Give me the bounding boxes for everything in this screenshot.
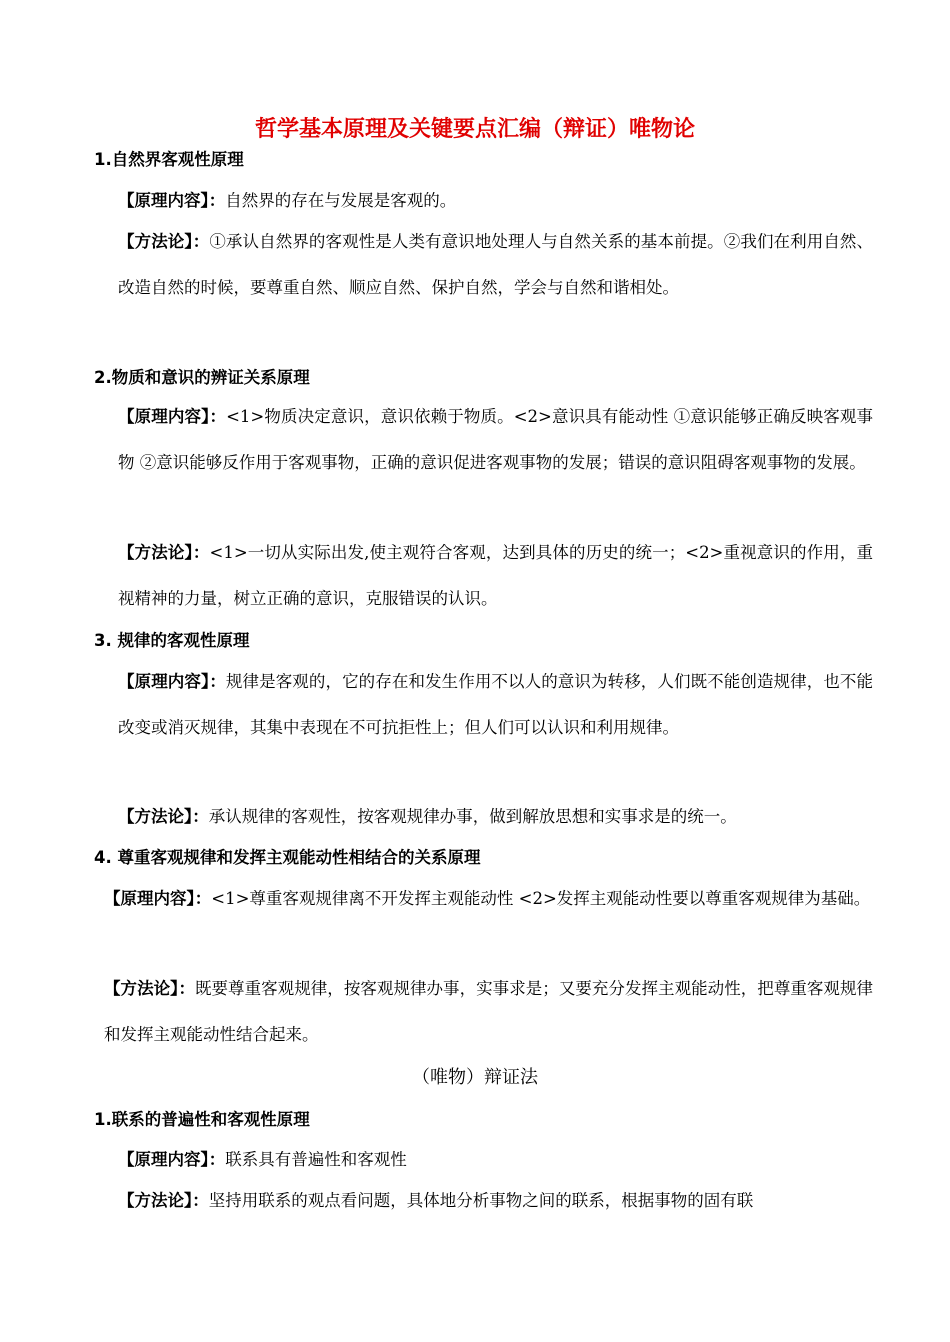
dialectics-1-method: [118, 1178, 873, 1224]
method-text: 承认规律的客观性，按客观规律办事，做到解放思想和实事求是的统一。: [208, 807, 737, 826]
content-text: <1>尊重客观规律离不开发挥主观能动性 <2>发挥主观能动性要以尊重客观规律为基础。: [211, 889, 871, 908]
section-heading-2: 2.物质和意识的辨证关系原理: [94, 368, 310, 387]
method-text: 坚持用联系的观点看问题，具体地分析事物之间的联系，根据事物的固有联: [208, 1191, 754, 1210]
method-text: ①承认自然界的客观性是人类有意识地处理人与自然关系的基本前提。②我们在利用自然、改造自然的时候，要尊重自然、顺应自然、保护自然，学会与自然和谐相处。: [118, 232, 874, 297]
method-text: <1>一切从实际出发,使主观符合客观，达到具体的历史的统一；<2>重视意识的作用，重视精神的力量，树立正确的意识，克服错误的认识。: [118, 543, 874, 608]
content-text: <1>物质决定意识，意识依赖于物质。<2>意识具有能动性 ①意识能够正确反映客观事物 ②意识能够反作用于客观事物，正确的意识促进客观事物的发展；错误的意识阻碍客观事物的发展。: [118, 407, 874, 472]
section-heading-1: 1.自然界客观性原理: [94, 150, 244, 169]
section-3-method: [118, 794, 873, 840]
section-4-content: [104, 876, 873, 922]
content-text: 自然界的存在与发展是客观的。: [225, 191, 457, 210]
section-1-content: [118, 178, 873, 224]
content-label: 【原理内容】：: [118, 672, 226, 691]
section-4-method: [104, 966, 873, 1058]
dialectics-subtitle: （唯物）辩证法: [412, 1067, 538, 1088]
method-label: 【方法论】：: [118, 807, 209, 826]
content-text: 联系具有普遍性和客观性: [225, 1150, 407, 1169]
content-text: 规律是客观的，它的存在和发生作用不以人的意识为转移，人们既不能创造规律，也不能改变或消灭规律，其集中表现在不可抗拒性上；但人们可以认识和利用规律。: [118, 672, 874, 737]
method-label: 【方法论】：: [104, 979, 195, 998]
method-label: 【方法论】：: [118, 543, 210, 562]
section-1-method: [118, 219, 873, 311]
method-label: 【方法论】：: [118, 232, 210, 251]
content-label: 【原理内容】：: [118, 407, 227, 426]
content-label: 【原理内容】：: [118, 1150, 226, 1169]
section-2-method: [118, 530, 873, 622]
section-heading-3: 3. 规律的客观性原理: [94, 631, 250, 650]
dialectics-1-content: [118, 1137, 873, 1183]
method-label: 【方法论】：: [118, 1191, 209, 1210]
content-label: 【原理内容】：: [104, 889, 212, 908]
section-heading-4: 4. 尊重客观规律和发挥主观能动性相结合的关系原理: [94, 848, 481, 867]
method-text: 既要尊重客观规律，按客观规律办事，实事求是；又要充分发挥主观能动性，把尊重客观规律和发挥主观能动性结合起来。: [104, 979, 874, 1044]
document-title: 哲学基本原理及关键要点汇编（辩证）唯物论: [254, 117, 695, 142]
content-label: 【原理内容】：: [118, 191, 226, 210]
section-2-content: [118, 394, 873, 486]
dialectics-heading-1: 1.联系的普遍性和客观性原理: [94, 1110, 310, 1129]
section-3-content: [118, 659, 873, 751]
